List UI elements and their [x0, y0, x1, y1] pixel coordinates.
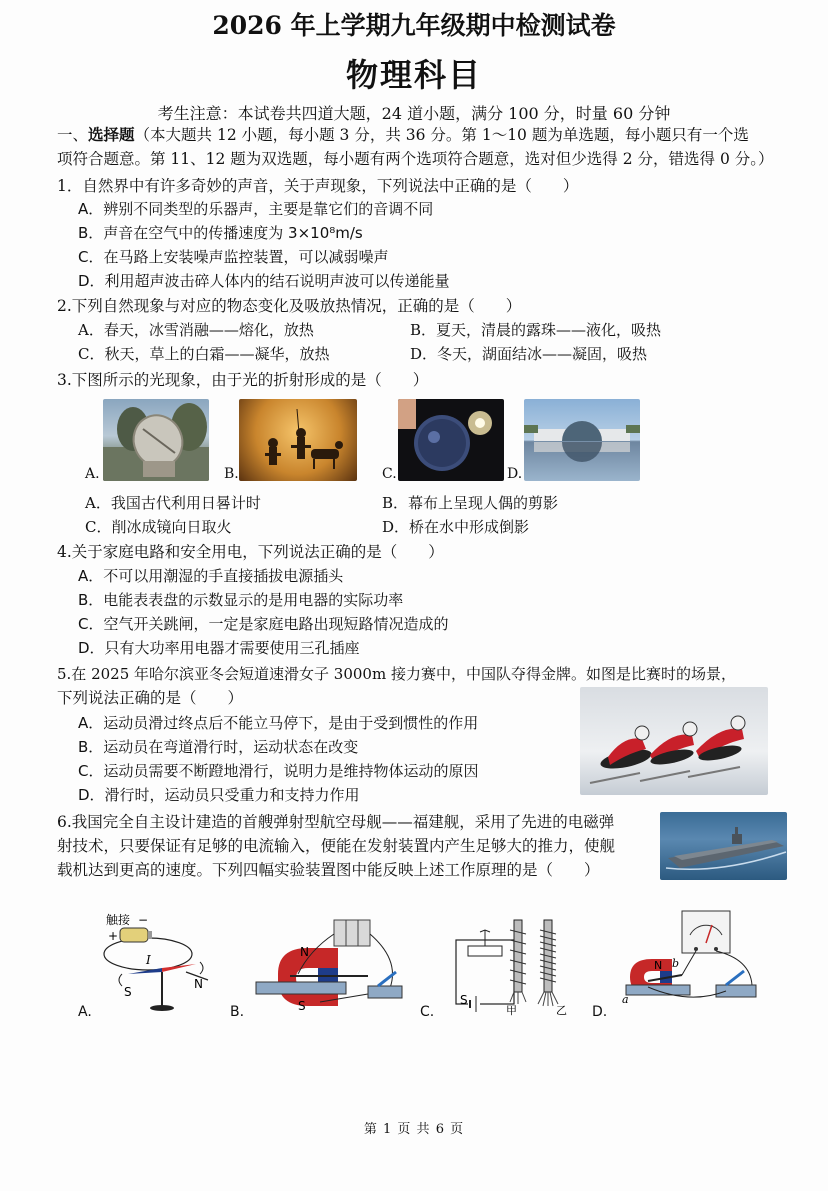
figure-a-oersted	[98, 910, 226, 1018]
fig-a-plus-label: +	[108, 929, 119, 943]
q2-stem: 2.下列自然现象与对应的物态变化及吸放热情况，正确的是（ ）	[57, 297, 522, 315]
q5-stem-line2: 下列说法正确的是（ ）	[57, 689, 244, 707]
q3-image-label-a: A.	[85, 466, 100, 482]
q5-option-b: B．运动员在弯道滑行时，运动状态在改变	[78, 738, 359, 756]
q4-option-d: D．只有大功率用电器才需要使用三孔插座	[78, 639, 360, 657]
q3-stem: 3.下图所示的光现象，由于光的折射形成的是（ ）	[57, 371, 429, 389]
bridge-reflection-photo	[524, 399, 640, 481]
section-intro-line2: 项符合题意。第 11、12 题为双选题，每小题有两个选项符合题意，选对但少选得 2 分，错选得 0 分。）	[57, 150, 774, 168]
ice-lens-photo	[398, 399, 504, 481]
fig-d-a-label: a	[622, 993, 629, 1006]
section-heading-bold: 选择题	[88, 125, 135, 144]
q1-option-d: D．利用超声波击碎人体内的结石说明声波可以传递能量	[78, 272, 450, 290]
q3-option-c: C．削冰成镜向日取火	[85, 518, 232, 536]
fig-a-minus-label: −	[138, 913, 149, 927]
fig-a-north-label: N	[194, 977, 203, 991]
section-heading-prefix: 一、	[57, 126, 89, 144]
q1-option-a: A．辨别不同类型的乐器声，主要是靠它们的音调不同	[78, 200, 434, 218]
q3-option-a: A．我国古代利用日晷计时	[85, 494, 261, 512]
fig-c-jia-label: 甲	[506, 1004, 517, 1017]
q6-figure-label-a: A.	[78, 1004, 92, 1020]
aircraft-carrier-photo	[660, 812, 787, 880]
q6-figure-label-c: C.	[420, 1004, 435, 1020]
fig-a-current-label: I	[146, 953, 151, 967]
q2-option-a: A．春天，冰雪消融——熔化，放热	[78, 321, 314, 339]
q1-stem: 1．自然界中有许多奇妙的声音，关于声现象，下列说法中正确的是（ ）	[57, 177, 579, 195]
q3-option-b: B．幕布上呈现人偶的剪影	[382, 494, 559, 512]
q4-option-c: C．空气开关跳闸，一定是家庭电路出现短路情况造成的	[78, 615, 449, 633]
fig-b-north-label: N	[300, 945, 309, 959]
q5-option-c: C．运动员需要不断蹬地滑行，说明力是维持物体运动的原因	[78, 762, 479, 780]
exam-title: 2026 年上学期九年级期中检测试卷	[212, 11, 616, 40]
page-number: 第 1 页 共 6 页	[363, 1122, 465, 1137]
q6-stem-line3: 载机达到更高的速度。下列四幅实验装置图中能反映上述工作原理的是（ ）	[57, 861, 600, 879]
section-intro-line1: （本大题共 12 小题，每小题 3 分，共 36 分。第 1～10 题为单选题，每小题只有一个选	[134, 126, 749, 144]
q6-stem-line1: 6.我国完全自主设计建造的首艘弹射型航空母舰——福建舰，采用了先进的电磁弹	[57, 813, 615, 831]
q2-option-c: C．秋天，草上的白霜——凝华，放热	[78, 345, 330, 363]
speed-skating-photo	[580, 687, 768, 795]
q1-option-c: C．在马路上安装噪声监控装置，可以减弱噪声	[78, 248, 389, 266]
q4-stem: 4.关于家庭电路和安全用电，下列说法正确的是（ ）	[57, 543, 444, 561]
fig-a-south-label: S	[124, 985, 132, 999]
figure-b-motor	[250, 910, 410, 1018]
q6-figure-label-d: D.	[592, 1004, 608, 1020]
q6-figure-label-b: B.	[230, 1004, 245, 1020]
q3-option-d: D．桥在水中形成倒影	[382, 518, 530, 536]
exam-subject: 物理科目	[345, 56, 482, 94]
fig-c-yi-label: 乙	[556, 1004, 567, 1017]
fig-d-b-label: b	[672, 957, 680, 970]
q3-image-label-b: B.	[224, 466, 239, 482]
q4-option-a: A．不可以用潮湿的手直接插拔电源插头	[78, 567, 344, 585]
q5-option-d: D．滑行时，运动员只受重力和支持力作用	[78, 786, 360, 804]
q5-option-a: A．运动员滑过终点后不能立马停下，是由于受到惯性的作用	[78, 714, 479, 732]
q6-stem-line2: 射技术，只要保证有足够的电流输入，便能在发射装置内产生足够大的推力，使舰	[57, 837, 616, 855]
q4-option-b: B．电能表表盘的示数显示的是用电器的实际功率	[78, 591, 404, 609]
figure-c-electromagnet	[440, 910, 580, 1018]
q2-option-b: B．夏天，清晨的露珠——液化，吸热	[410, 321, 662, 339]
section-heading	[57, 123, 749, 147]
fig-d-north-label: N	[654, 959, 663, 972]
fig-c-switch-label: S	[460, 993, 468, 1007]
fig-b-south-label: S	[298, 999, 306, 1013]
shadow-puppet-photo	[239, 399, 357, 481]
exam-notice: 考生注意：本试卷共四道大题，24 道小题，满分 100 分，时量 60 分钟	[157, 104, 671, 123]
sundial-photo	[103, 399, 209, 481]
q5-stem-line1: 5.在 2025 年哈尔滨亚冬会短道速滑女子 3000m 接力赛中，中国队夺得金牌。如图是比赛时的场景，	[57, 665, 736, 683]
q2-option-d: D．冬天，湖面结冰——凝固，吸热	[410, 345, 648, 363]
figure-d-generator	[620, 905, 770, 1017]
q3-image-label-d: D.	[507, 466, 523, 482]
q3-image-label-c: C.	[382, 466, 397, 482]
q1-option-b: B．声音在空气中的传播速度为 3×10⁸m/s	[78, 224, 363, 242]
fig-a-touch-label: 触接	[106, 913, 131, 927]
